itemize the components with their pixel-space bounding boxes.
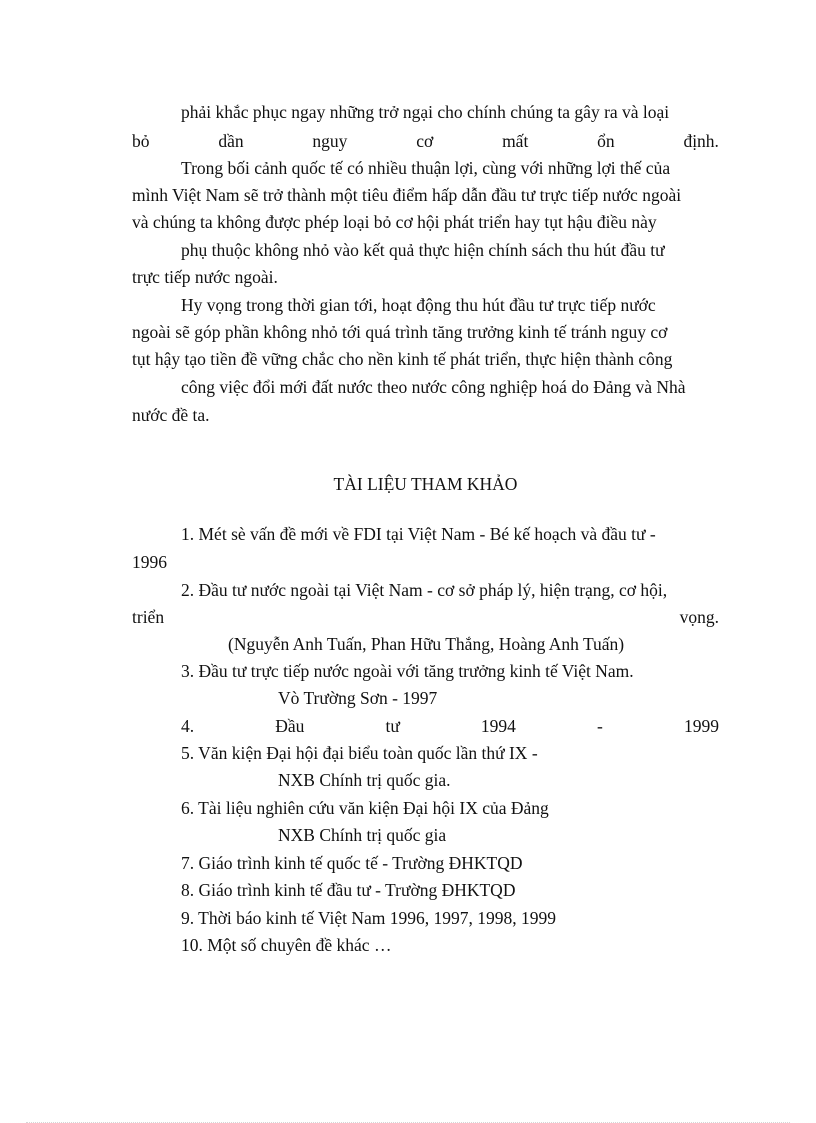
reference-2-line-1: 2. Đầu tư nước ngoài tại Việt Nam - cơ sở pháp lý, hiện trạng, cơ hội, (181, 580, 668, 600)
paragraph-3-line-3: tụt hậy tạo tiền đề vững chắc cho nền kinh tế phát triển, thực hiện thành công (132, 349, 673, 369)
paragraph-2-line-3: và chúng ta không được phép loại bỏ cơ hội phát triển hay tụt hậu điều này (132, 212, 657, 232)
paragraph-3-line-1: Hy vọng trong thời gian tới, hoạt động thu hút đầu tư trực tiếp nước (181, 295, 656, 315)
reference-10: 10. Một số chuyên đề khác … (181, 935, 392, 955)
word: định. (683, 131, 719, 151)
word: Đầu (275, 716, 305, 736)
word: triển (132, 607, 165, 627)
references-heading: TÀI LIỆU THAM KHẢO (333, 474, 518, 494)
reference-6-line-2: NXB Chính trị quốc gia (278, 825, 447, 845)
reference-7: 7. Giáo trình kinh tế quốc tế - Trường ĐHKTQD (181, 853, 523, 873)
paragraph-1-line-2 (132, 130, 719, 152)
reference-4-line (181, 715, 719, 737)
word: vọng. (679, 607, 719, 627)
word: cơ (416, 131, 434, 151)
reference-9: 9. Thời báo kinh tế Việt Nam 1996, 1997, 1998, 1999 (181, 908, 557, 928)
paragraph-2-line-5: trực tiếp nước ngoài. (132, 267, 278, 287)
reference-3-line-1: 3. Đầu tư trực tiếp nước ngoài với tăng trưởng kinh tế Việt Nam. (181, 661, 634, 681)
reference-6-line-1: 6. Tài liệu nghiên cứu văn kiện Đại hội IX của Đảng (181, 798, 549, 818)
word: nguy (312, 131, 348, 151)
word: ổn (597, 131, 615, 151)
reference-8: 8. Giáo trình kinh tế đầu tư - Trường ĐHKTQD (181, 880, 516, 900)
word: 4. (181, 716, 195, 736)
reference-1-line-1: 1. Mét sè vấn đề mới về FDI tại Việt Nam - Bé kế hoạch và đầu tư - (181, 524, 656, 544)
word: dần (218, 131, 244, 151)
word: 1999 (683, 716, 719, 736)
word: - (597, 716, 603, 736)
paragraph-3-line-5: nước đề ta. (132, 405, 210, 425)
reference-3-line-2: Vò Trường Sơn - 1997 (278, 688, 438, 708)
reference-2-line-2 (132, 606, 719, 628)
reference-5-line-2: NXB Chính trị quốc gia. (278, 770, 451, 790)
paragraph-1-line-1: phải khắc phục ngay những trở ngại cho chính chúng ta gây ra và loại (181, 102, 670, 122)
word: tư (385, 716, 400, 736)
paragraph-2-line-2: mình Việt Nam sẽ trở thành một tiêu điểm hấp dẫn đầu tư trực tiếp nước ngoài (132, 185, 682, 205)
word: bỏ (132, 131, 150, 151)
reference-1-line-2: 1996 (132, 552, 167, 572)
word: mất (502, 131, 529, 151)
paragraph-2-line-1: Trong bối cảnh quốc tế có nhiều thuận lợi, cùng với những lợi thế của (181, 158, 671, 178)
paragraph-3-line-2: ngoài sẽ góp phần không nhỏ tới quá trình tăng trưởng kinh tế tránh nguy cơ (132, 322, 668, 342)
paragraph-2-line-4: phụ thuộc không nhỏ vào kết quả thực hiện chính sách thu hút đầu tư (181, 240, 665, 260)
word: 1994 (480, 716, 516, 736)
reference-5-line-1: 5. Văn kiện Đại hội đại biểu toàn quốc lần thứ IX - (181, 743, 538, 763)
reference-2-line-3: (Nguyễn Anh Tuấn, Phan Hữu Thắng, Hoàng Anh Tuấn) (228, 634, 625, 654)
paragraph-3-line-4: công việc đổi mới đất nước theo nước công nghiệp hoá do Đảng và Nhà (181, 377, 686, 397)
